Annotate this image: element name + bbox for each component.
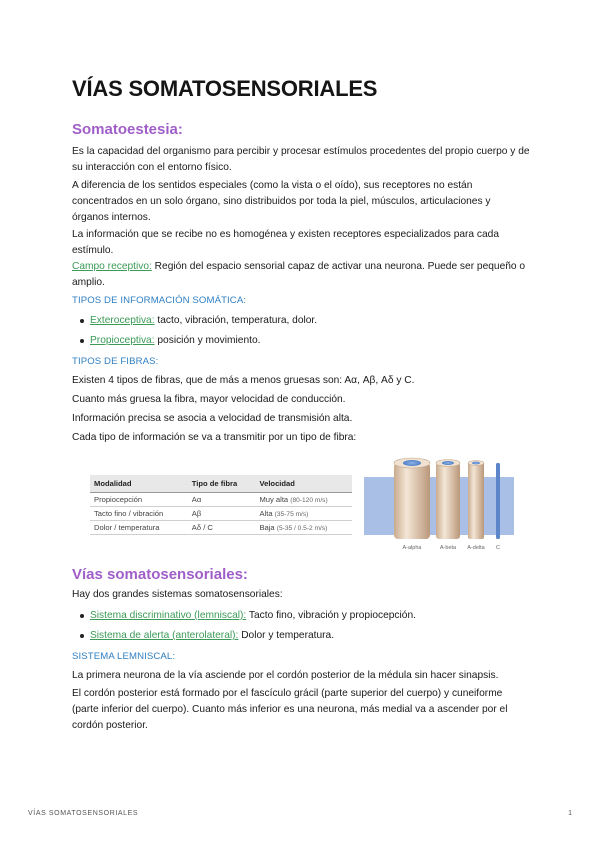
nerve-fiber-illustration [364, 455, 514, 555]
subheading-tipos-fibras: TIPOS DE FIBRAS: [72, 356, 159, 367]
paragraph-campo-receptivo [72, 259, 530, 291]
fiber-label: A-delta [467, 545, 485, 551]
list-item-text: Tacto fino, vibración y propiocepción. [246, 610, 416, 621]
table-header-row [90, 475, 352, 493]
paragraph: La información que se recibe no es homogénea y existen receptores especializados para cada estímulo. [72, 229, 500, 256]
column-header: Modalidad [90, 475, 188, 493]
term-link[interactable]: Sistema discriminativo (lemniscal): [90, 610, 247, 621]
table-cell [255, 507, 352, 521]
velocity-range: (35-75 m/s) [274, 511, 309, 518]
fiber-c [496, 463, 500, 539]
bullet-icon [80, 634, 84, 638]
subheading-sistema-lemniscal: SISTEMA LEMNISCAL: [72, 651, 176, 662]
term-link[interactable]: Exteroceptiva: [90, 315, 155, 326]
table-cell: Dolor / temperatura [90, 521, 188, 535]
page-title: VÍAS SOMATOSENSORIALES [72, 76, 378, 101]
section-heading-somatoestesia: Somatoestesia: [72, 121, 183, 138]
paragraph: El cordón posterior está formado por el fascículo grácil (parte superior del cuerpo) y cuneiforme (parte inferior del cuerpo). Cuanto más inferior es una neurona, más medial va a ascender por el cordón posterior. [72, 688, 508, 731]
footer-title: VÍAS SOMATOSENSORIALES [28, 810, 139, 817]
paragraph: Cada tipo de información se va a transmitir por un tipo de fibra: [72, 432, 357, 443]
table-cell: Aδ / C [188, 521, 256, 535]
bullet-icon [80, 319, 84, 323]
fiber-label: C [496, 545, 500, 551]
velocity-range: (80-120 m/s) [290, 497, 328, 504]
term-link[interactable]: Campo receptivo: [72, 261, 152, 272]
paragraph: Información precisa se asocia a velocidad de transmisión alta. [72, 413, 353, 424]
velocity-range: (5-35 / 0.5-2 m/s) [276, 525, 328, 532]
table-row [90, 521, 352, 535]
fiber-a-delta [468, 461, 484, 540]
fiber-a-alpha [394, 458, 430, 539]
velocity-value: Baja [259, 523, 275, 532]
velocity-value: Muy alta [259, 495, 289, 504]
fiber-label: A-alpha [402, 545, 422, 551]
term-link[interactable]: Sistema de alerta (anterolateral): [90, 630, 239, 641]
paragraph: La primera neurona de la vía asciende por el cordón posterior de la médula sin hacer sinapsis. [72, 670, 499, 681]
table-cell [255, 521, 352, 535]
column-header: Tipo de fibra [188, 475, 256, 493]
list-item-text: posición y movimiento. [154, 335, 261, 346]
fiber-figure [88, 455, 518, 555]
paragraph: A diferencia de los sentidos especiales (como la vista o el oído), sus receptores no están concentrados en un solo órgano, sino distribuidos por toda la piel, músculos, articulaciones y órganos internos. [72, 180, 491, 223]
table-cell: Aβ [188, 507, 256, 521]
paragraph: Es la capacidad del organismo para percibir y procesar estímulos procedentes del propio cuerpo y de su interacción con el entorno físico. [72, 146, 530, 173]
bullet-icon [80, 614, 84, 618]
velocity-value: Alta [259, 509, 273, 518]
table-cell [255, 493, 352, 507]
list-item-text: tacto, vibración, temperatura, dolor. [154, 315, 318, 326]
table-cell: Tacto fino / vibración [90, 507, 188, 521]
term-link[interactable]: Propioceptiva: [90, 335, 155, 346]
table-cell: Propiocepción [90, 493, 188, 507]
bullet-icon [80, 339, 84, 343]
paragraph: Cuanto más gruesa la fibra, mayor velocidad de conducción. [72, 394, 346, 405]
fiber-label: A-beta [439, 545, 457, 551]
term-definition: Región del espacio sensorial capaz de activar una neurona. Puede ser pequeño o amplio. [72, 261, 526, 288]
page-number: 1 [568, 810, 572, 817]
column-header: Velocidad [255, 475, 352, 493]
fiber-a-beta [436, 460, 460, 540]
table-cell: Aα [188, 493, 256, 507]
list-item-text: Dolor y temperatura. [238, 630, 335, 641]
table-row [90, 493, 352, 507]
table-row [90, 507, 352, 521]
fiber-table [90, 475, 352, 535]
paragraph: Existen 4 tipos de fibras, que de más a menos gruesas son: Aα, Aβ, Aδ y C. [72, 375, 415, 386]
paragraph: Hay dos grandes sistemas somatosensoriales: [72, 589, 283, 600]
section-heading-vias: Vías somatosensoriales: [72, 566, 248, 583]
subheading-tipos-informacion: TIPOS DE INFORMACIÓN SOMÁTICA: [72, 295, 247, 306]
